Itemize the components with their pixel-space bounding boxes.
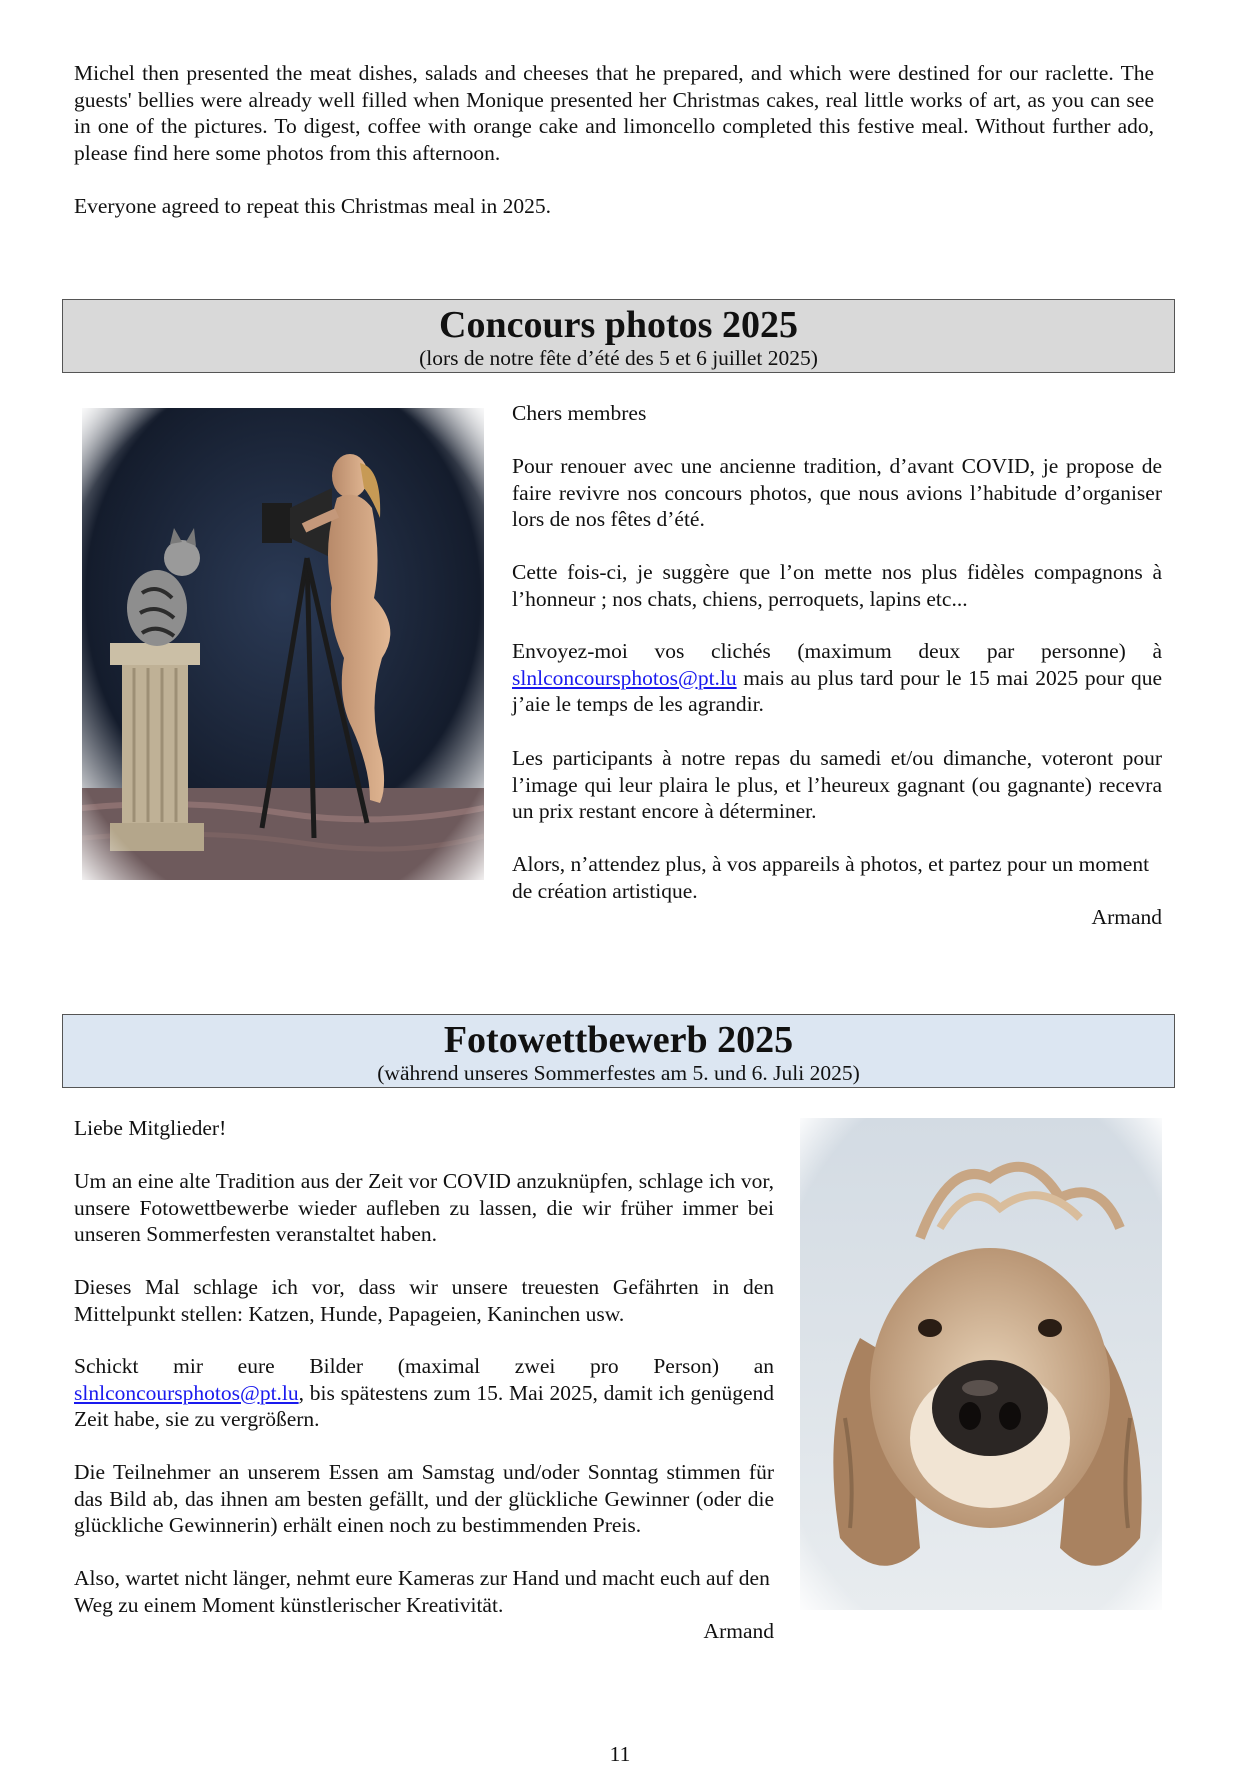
french-section-title: Concours photos 2025 bbox=[439, 304, 798, 346]
french-paragraph-3-end: mais au plus tard pour le 15 mai 2025 pour que j’aie le temps de les agrandir. bbox=[512, 665, 1162, 716]
french-paragraph-1: Pour renouer avec une ancienne tradition, d’avant COVID, je propose de faire revivre nos concours photos, que nous avions l’habitude d’organiser lors de nos fêtes d’été. bbox=[512, 454, 1162, 531]
german-section-title: Fotowettbewerb 2025 bbox=[443, 1019, 794, 1061]
cat-photographer-photo bbox=[82, 408, 484, 880]
dog-photo bbox=[800, 1118, 1162, 1610]
german-email-link[interactable]: slnlconcoursphotos@pt.lu bbox=[74, 1380, 299, 1405]
german-section-banner bbox=[62, 1014, 1175, 1088]
german-paragraph-5: Also, wartet nicht länger, nehmt eure Kameras zur Hand und macht euch auf den Weg zu einem Moment künstlerischer Kreativität. bbox=[74, 1566, 770, 1617]
french-greeting: Chers membres bbox=[512, 401, 647, 425]
french-paragraph-4: Les participants à notre repas du samedi et/ou dimanche, voteront pour l’image qui leur plaira le plus, et l’heureux gagnant (ou gagnante) recevra un prix restant encore à déterminer. bbox=[512, 746, 1162, 823]
french-signature: Armand bbox=[1091, 905, 1162, 929]
french-paragraph-5: Alors, n’attendez plus, à vos appareils à photos, et partez pour un moment de création artistique. bbox=[512, 852, 1150, 903]
page-number: 11 bbox=[609, 1742, 631, 1766]
german-paragraph-3-start: Schickt mir eure Bilder (maximal zwei pro Person) an bbox=[74, 1354, 774, 1378]
french-email-link[interactable]: slnlconcoursphotos@pt.lu bbox=[512, 665, 737, 690]
german-paragraph-1: Um an eine alte Tradition aus der Zeit vor COVID anzuknüpfen, schlage ich vor, unsere Fotowettbewerbe wieder aufleben zu lassen, die wir früher immer bei unseren Sommerfesten veranstaltet haben. bbox=[74, 1169, 774, 1246]
intro-closing-paragraph: Everyone agreed to repeat this Christmas meal in 2025. bbox=[74, 194, 552, 218]
intro-paragraph: Michel then presented the meat dishes, salads and cheeses that he prepared, and which were destined for our raclette. The guests' bellies were already well filled when Monique presented her Christmas cakes, real little works of art, as you can see in one of the pictures. To digest, coffee with orange cake and limoncello completed this festive meal. Without further ado, please find here some photos from this afternoon. bbox=[74, 61, 1154, 165]
french-section-banner bbox=[62, 299, 1175, 373]
german-paragraph-3 bbox=[74, 1353, 774, 1433]
french-paragraph-3-start: Envoyez-moi vos clichés (maximum deux par personne) à bbox=[512, 639, 1162, 663]
french-paragraph-2: Cette fois-ci, je suggère que l’on mette nos plus fidèles compagnons à l’honneur ; nos chats, chiens, perroquets, lapins etc... bbox=[512, 560, 1162, 611]
french-paragraph-3 bbox=[512, 638, 1162, 718]
german-paragraph-3-end: , bis spätestens zum 15. Mai 2025, damit ich genügend Zeit habe, sie zu vergrößern. bbox=[74, 1380, 774, 1431]
cat-photographer-illustration bbox=[82, 408, 484, 880]
cocker-spaniel-illustration bbox=[800, 1118, 1162, 1610]
german-paragraph-4: Die Teilnehmer an unserem Essen am Samstag und/oder Sonntag stimmen für das Bild ab, das ihnen am besten gefällt, und der glückliche Gewinner (oder die glückliche Gewinnerin) erhält einen noch zu bestimmenden Preis. bbox=[74, 1460, 774, 1537]
german-greeting: Liebe Mitglieder! bbox=[74, 1116, 227, 1140]
german-signature: Armand bbox=[703, 1619, 774, 1643]
german-paragraph-2: Dieses Mal schlage ich vor, dass wir unsere treuesten Gefährten in den Mittelpunkt stellen: Katzen, Hunde, Papageien, Kaninchen usw. bbox=[74, 1275, 774, 1326]
french-section-subtitle: (lors de notre fête d’été des 5 et 6 juillet 2025) bbox=[419, 346, 818, 370]
german-section-subtitle: (während unseres Sommerfestes am 5. und 6. Juli 2025) bbox=[377, 1061, 860, 1085]
